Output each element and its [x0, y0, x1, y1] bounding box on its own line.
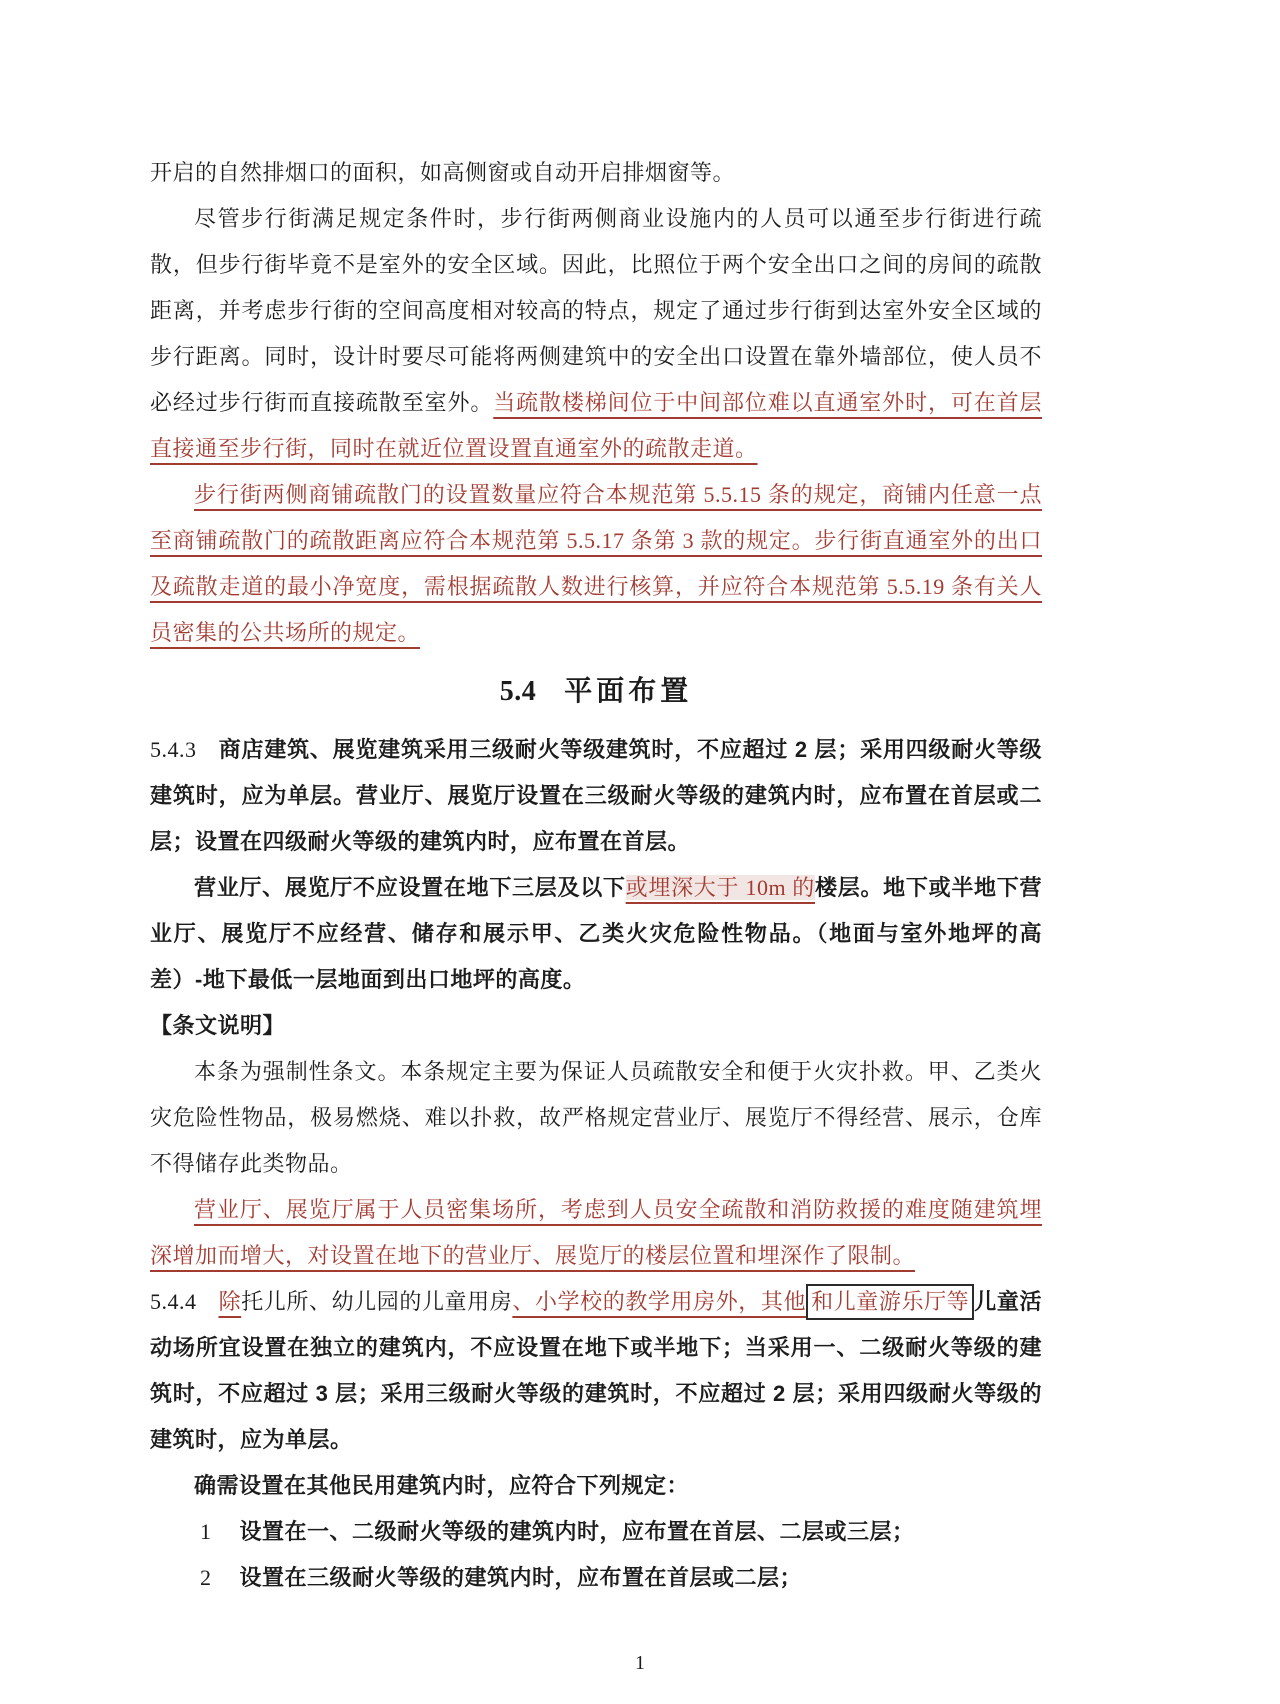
provision-text: 楼层。地下或半地下营业厅、展览厅不应经营、储存和展示甲、乙类火灾危险性物品。（地面与室外地坪的高差）-地下最低一层地面到出口地坪的高度。 [150, 875, 1042, 992]
body-text: 开启的自然排烟口的面积，如高侧窗或自动开启排烟窗等。 [150, 160, 736, 185]
document-content [150, 150, 1042, 1601]
list-item [150, 1555, 1042, 1601]
clause-number: 1 [200, 1519, 212, 1544]
inserted-revision-text: 营业厅、展览厅属于人员密集场所，考虑到人员安全疏散和消防救援的难度随建筑埋深增加而增大，对设置在地下的营业厅、展览厅的楼层位置和埋深作了限制。 [150, 1197, 1042, 1268]
paragraph [150, 865, 1042, 1003]
body-text: 托儿所、幼儿园的儿童用房 [241, 1289, 513, 1314]
clause-number: 2 [200, 1565, 212, 1590]
paragraph [150, 1187, 1042, 1279]
clause-number: 5.4.3 [150, 737, 197, 762]
section-heading [150, 656, 1042, 727]
paragraph [150, 472, 1042, 656]
heading-number: 5.4 [499, 676, 537, 707]
boxed-revision-text: 和儿童游乐厅等 [806, 1284, 974, 1320]
paragraph [150, 1463, 1042, 1509]
paragraph [150, 150, 1042, 196]
inserted-revision-text: 当疏散楼梯间位于中间部位难以直通室外时，可在首层直接通至步行街，同时在就近位置设置直通室外的疏散走道。 [150, 390, 1042, 461]
inserted-revision-text: 除 [218, 1289, 242, 1314]
paragraph [150, 727, 1042, 865]
paragraph [150, 1003, 1042, 1049]
body-text: 尽管步行街满足规定条件时，步行街两侧商业设施内的人员可以通至步行街进行疏散，但步行街毕竟不是室外的安全区域。因此，比照位于两个安全出口之间的房间的疏散距离，并考虑步行街的空间高度相对较高的特点，规定了通过步行街到达室外安全区域的步行距离。同时，设计时要尽可能将两侧建筑中的安全出口设置在靠外墙部位，使人员不必经过步行街而直接疏散至室外。 [150, 206, 1042, 415]
inserted-revision-text: 、小学校的教学用房外，其他 [512, 1289, 807, 1314]
provision-text: 儿童活动场所宜设置在独立的建筑内，不应设置在地下或半地下；当采用一、二级耐火等级的建筑时，不应超过 3 层；采用三级耐火等级的建筑时，不应超过 2 层；采用四级耐火等级的建筑时，应为单层。 [150, 1289, 1042, 1452]
provision-text: 设置在三级耐火等级的建筑内时，应布置在首层或二层； [239, 1565, 803, 1590]
inserted-revision-text: 步行街两侧商铺疏散门的设置数量应符合本规范第 5.5.15 条的规定，商铺内任意一点至商铺疏散门的疏散距离应符合本规范第 5.5.17 条第 3 款的规定。步行街直通室外的出口及疏散走道的最小净宽度，需根据疏散人数进行核算，并应符合本规范第 5.5.19 条有关人员密集的公共场所的规定。 [150, 482, 1042, 645]
provision-text: 确需设置在其他民用建筑内时，应符合下列规定： [194, 1473, 690, 1498]
paragraph [150, 196, 1042, 472]
heading-title: 平面布置 [564, 675, 693, 706]
paragraph [150, 1049, 1042, 1187]
provision-text: 设置在一、二级耐火等级的建筑内时，应布置在首层、二层或三层； [239, 1519, 915, 1544]
body-text: 本条为强制性条文。本条规定主要为保证人员疏散安全和便于火灾扑救。甲、乙类火灾危险性物品，极易燃烧、难以扑救，故严格规定营业厅、展览厅不得经营、展示，仓库不得储存此类物品。 [150, 1059, 1042, 1176]
paragraph [150, 1279, 1042, 1463]
provision-text: 【条文说明】 [150, 1013, 286, 1038]
clause-number: 5.4.4 [150, 1289, 197, 1314]
page-number: 1 [635, 1652, 645, 1674]
list-item [150, 1509, 1042, 1555]
provision-text: 商店建筑、展览建筑采用三级耐火等级建筑时，不应超过 2 层；采用四级耐火等级建筑时，应为单层。营业厅、展览厅设置在三级耐火等级的建筑内时，应布置在首层或二层；设置在四级耐火等级的建筑内时，应布置在首层。 [150, 737, 1042, 854]
inserted-revision-text-highlighted: 或埋深大于 10m 的 [625, 875, 816, 900]
provision-text: 营业厅、展览厅不应设置在地下三层及以下 [194, 875, 626, 900]
